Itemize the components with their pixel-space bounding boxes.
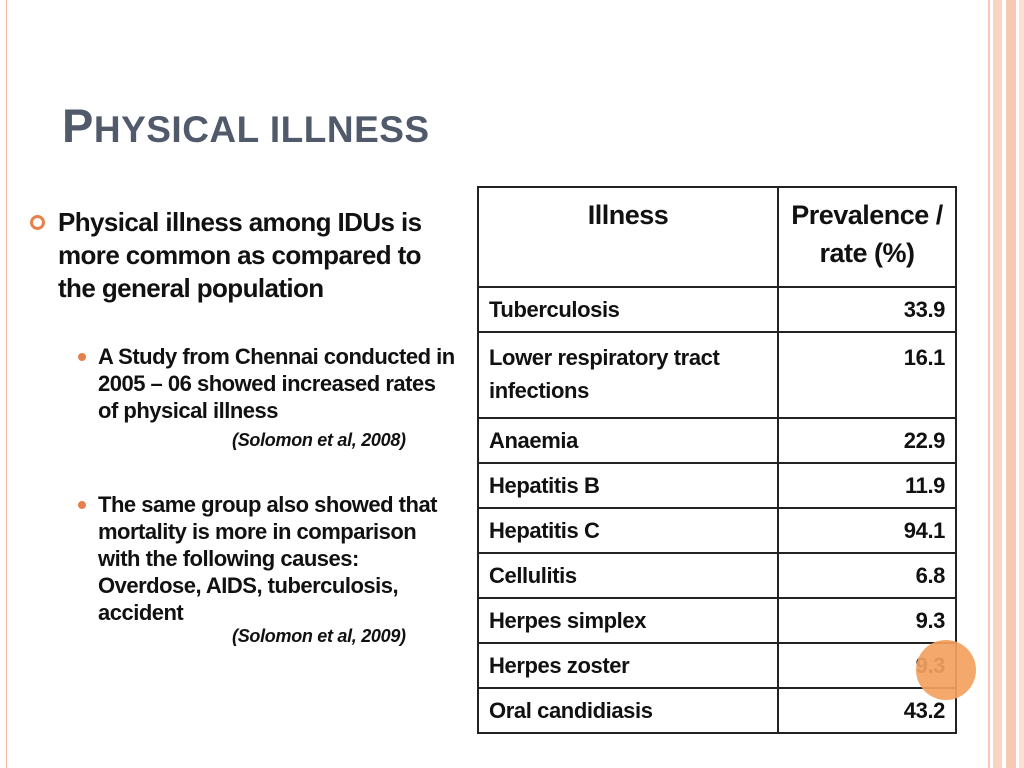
rate-cell: 9.3 xyxy=(778,598,956,643)
table-row xyxy=(478,463,956,508)
dot-bullet-icon xyxy=(78,501,86,509)
stripe xyxy=(1019,0,1024,768)
table-row xyxy=(478,287,956,332)
table-row xyxy=(478,553,956,598)
rate-cell: 22.9 xyxy=(778,418,956,463)
rate-cell: 94.1 xyxy=(778,508,956,553)
decorative-stripes xyxy=(980,0,1024,768)
illness-cell: Anaemia xyxy=(478,418,778,463)
title-rest: HYSICAL ILLNESS xyxy=(93,109,430,150)
table-header-row xyxy=(478,187,956,287)
citation: (Solomon et al, 2008) xyxy=(232,430,406,450)
header-illness: Illness xyxy=(478,187,778,287)
table-row xyxy=(478,643,956,688)
sub-bullet-text: A Study from Chennai conducted in 2005 – 06 showed increased rates of physical illness xyxy=(98,344,455,423)
illness-cell: Oral candidiasis xyxy=(478,688,778,733)
illness-cell: Lower respiratory tract infections xyxy=(478,332,778,418)
citation: (Solomon et al, 2009) xyxy=(232,626,406,646)
table-row xyxy=(478,688,956,733)
illness-table xyxy=(477,186,957,734)
title-initial: P xyxy=(62,99,94,152)
rate-cell: 6.8 xyxy=(778,553,956,598)
bullet-content xyxy=(28,206,458,647)
illness-cell: Hepatitis B xyxy=(478,463,778,508)
table-row xyxy=(478,418,956,463)
table-body xyxy=(478,287,956,733)
illness-cell: Tuberculosis xyxy=(478,287,778,332)
stripe xyxy=(1006,0,1016,768)
main-bullet xyxy=(28,206,458,305)
sub-bullet-text: The same group also showed that mortality is more in comparison with the following causes: Overdose, AIDS, tuberculosis, accident xyxy=(98,492,438,625)
header-prevalence: Prevalence / rate (%) xyxy=(778,187,956,287)
illness-cell: Hepatitis C xyxy=(478,508,778,553)
rate-cell: 43.2 xyxy=(778,688,956,733)
table-row xyxy=(478,598,956,643)
ring-bullet-icon xyxy=(30,215,45,230)
decorative-circle xyxy=(916,640,976,700)
table-row xyxy=(478,508,956,553)
rate-cell: 33.9 xyxy=(778,287,956,332)
dot-bullet-icon xyxy=(78,353,86,361)
rate-cell: 11.9 xyxy=(778,463,956,508)
illness-cell: Cellulitis xyxy=(478,553,778,598)
slide-title xyxy=(62,98,430,153)
illness-cell: Herpes zoster xyxy=(478,643,778,688)
table-row xyxy=(478,332,956,418)
sub-bullet-study xyxy=(28,343,458,424)
sub-bullet-mortality xyxy=(28,491,458,626)
illness-cell: Herpes simplex xyxy=(478,598,778,643)
stripe xyxy=(988,0,990,768)
stripe xyxy=(993,0,1002,768)
main-bullet-text: Physical illness among IDUs is more common as compared to the general population xyxy=(58,207,422,303)
rate-cell: 16.1 xyxy=(778,332,956,418)
